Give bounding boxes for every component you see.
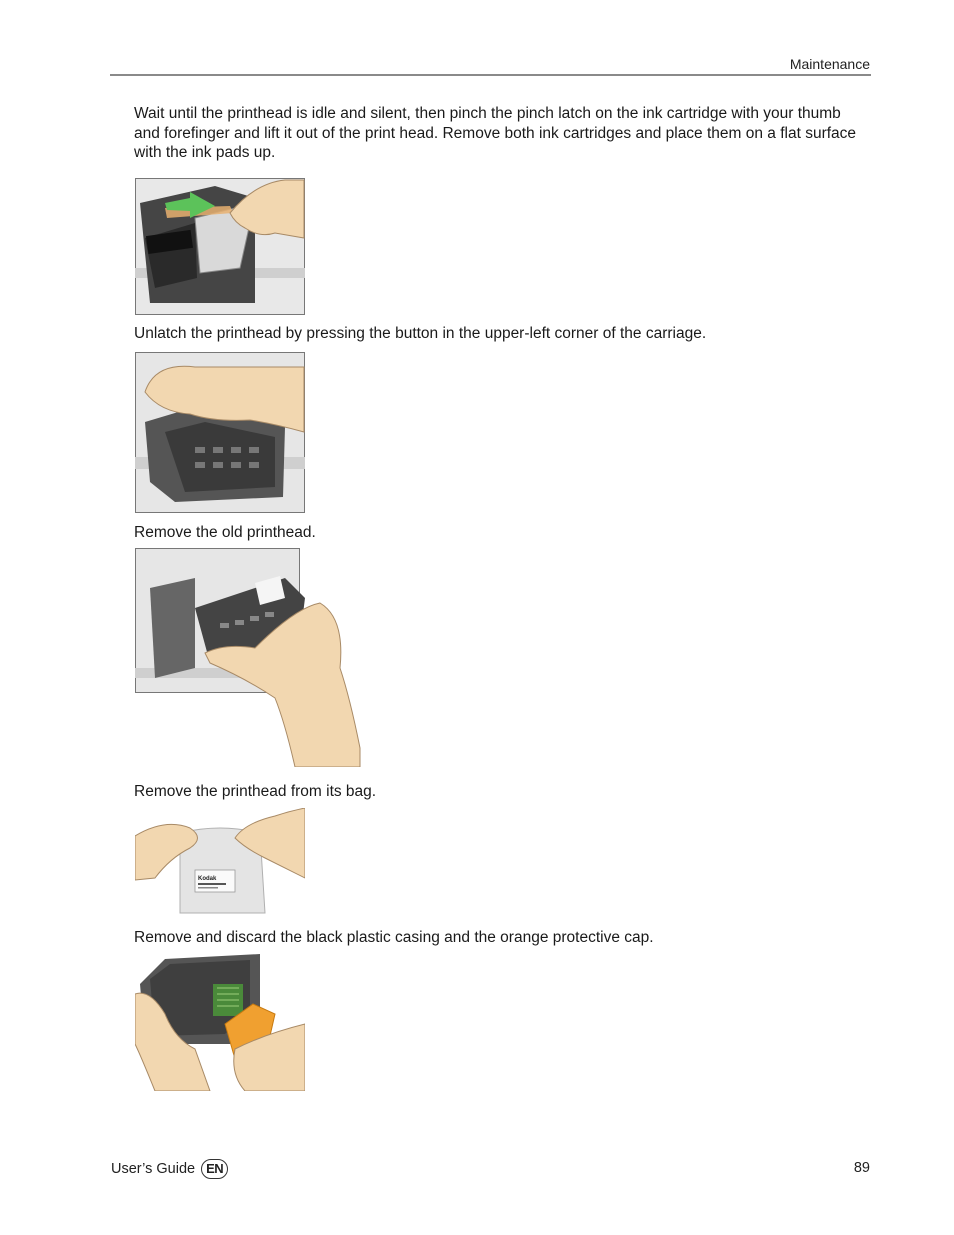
figure-unlatch-printhead: [135, 352, 305, 513]
figure-remove-old-printhead: [135, 548, 361, 767]
page-header-title: Maintenance: [789, 56, 870, 72]
step-2-text: Unlatch the printhead by pressing the button in the upper-left corner of the carriage.: [134, 325, 707, 342]
figure-discard-cap: [135, 954, 305, 1091]
step-4-text: Remove the printhead from its bag.: [134, 783, 377, 800]
bag-label: Kodak: [198, 876, 217, 882]
footer-guide-label: User’s Guide: [111, 1161, 196, 1177]
footer-guide: [111, 1159, 228, 1179]
page-number: 89: [853, 1160, 870, 1176]
language-badge: EN: [201, 1159, 228, 1179]
step-3-text: Remove the old printhead.: [134, 524, 316, 541]
header-rule: [110, 74, 871, 76]
step-1-text: Wait until the printhead is idle and silent, then pinch the pinch latch on the ink cartridge with your thumb and forefinger and lift it out of the print head. Remove both ink cartridges and place them on a flat surface with the ink pads up.: [134, 105, 857, 161]
figure-remove-from-bag: [135, 808, 305, 916]
figure-remove-cartridge: [135, 178, 305, 315]
step-5-text: Remove and discard the black plastic casing and the orange protective cap.: [134, 929, 654, 946]
